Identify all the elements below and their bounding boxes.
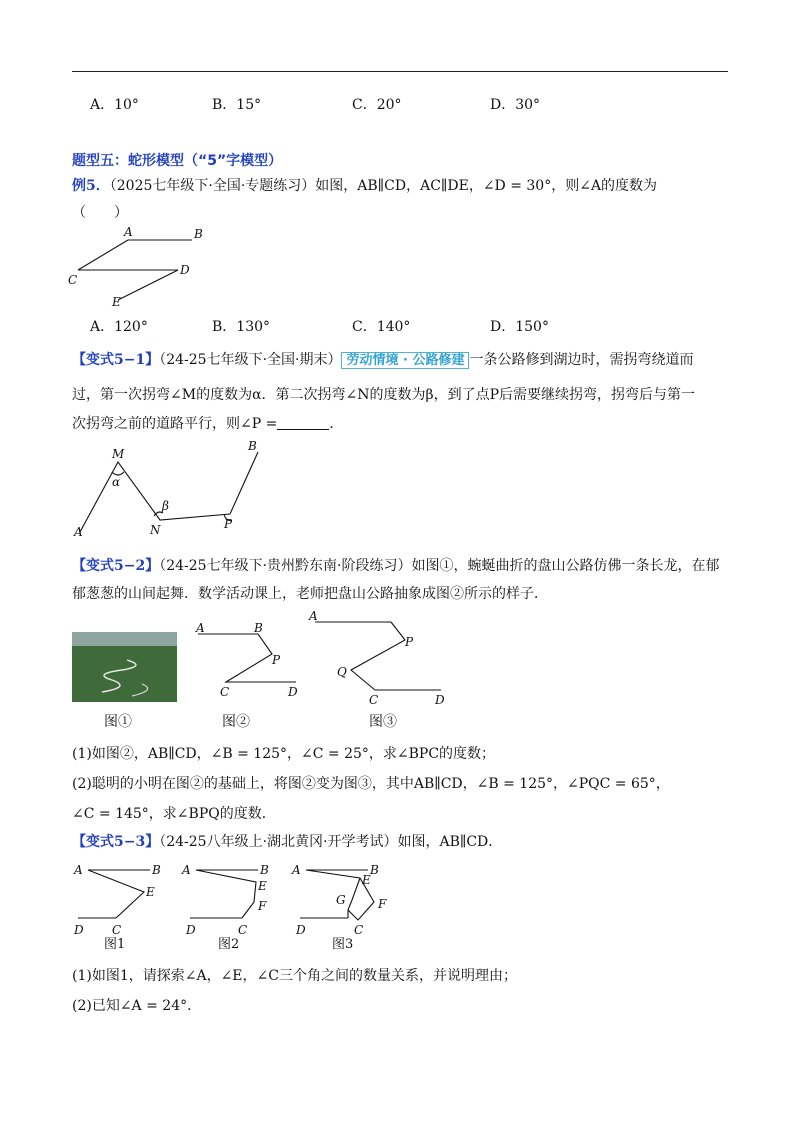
fig51-label-a: A <box>74 525 83 539</box>
variant52-figure2 <box>190 620 310 702</box>
variant52-q2a: (2)聪明的小明在图②的基础上，将图②变为图③，其中AB∥CD，∠B = 125°，∠PQC = 65°， <box>72 776 670 792</box>
example5-paren: （ ） <box>72 205 128 221</box>
variant51-text3: 次拐弯之前的道路平行，则∠P = <box>72 416 278 432</box>
variant52-line1 <box>72 556 719 576</box>
fig53-3-label-b: B <box>370 863 379 877</box>
fig53-2-label-b: B <box>260 863 269 877</box>
fig52-3-label-a: A <box>309 609 318 623</box>
example5-option-d: D．150° <box>490 319 549 335</box>
variant51-label: 【变式5−1】 <box>72 352 160 368</box>
fig53-2-label-f: F <box>258 899 267 913</box>
fig53-1-label-c: C <box>112 923 122 937</box>
fig52-3-label-p: P <box>405 635 414 649</box>
fig52-2-label-d: D <box>288 685 298 699</box>
variant53-q2: (2)已知∠A = 24°． <box>72 998 202 1014</box>
top-option-c: C．20° <box>352 97 402 113</box>
fig5-label-a: A <box>124 225 133 239</box>
fig53-2-caption: 图2 <box>218 937 240 950</box>
fig53-3-label-e: E <box>362 873 371 887</box>
variant51-text3-end: ． <box>329 416 344 432</box>
example5-option-a: A．120° <box>90 319 148 335</box>
fig53-2-label-e: E <box>258 879 267 893</box>
variant51-line2: 过，第一次拐弯∠M的度数为α．第二次拐弯∠N的度数为β，到了点P后需要继续拐弯，拐弯后与第一 <box>72 387 696 403</box>
fig53-1-label-d: D <box>74 923 84 937</box>
fig52-2-label-p: P <box>272 653 281 667</box>
example5-text: （2025七年级下·全国·专题练习）如图，AB∥CD，AC∥DE，∠D = 30°，则∠A的度数为 <box>109 178 658 194</box>
variant53-text: （24-25八年级上·湖北黄冈·开学考试）如图，AB∥CD． <box>159 834 503 850</box>
example5-label: 例5． <box>72 178 110 194</box>
example5-option-c: C．140° <box>352 319 411 335</box>
fig52-2-label-c: C <box>220 685 230 699</box>
fig53-2-label-d: D <box>186 923 196 937</box>
fig53-3-label-g: G <box>336 893 346 907</box>
fig52-2-label-b: B <box>254 621 263 635</box>
top-rule <box>72 71 728 72</box>
top-option-d: D．30° <box>490 97 541 113</box>
fig51-label-m: M <box>112 447 125 461</box>
example5-question <box>72 176 657 196</box>
variant51-source: （24-25七年级下·全国·期末） <box>159 352 342 368</box>
caption-fig1: 图① <box>104 714 132 730</box>
variant52-q1: (1)如图②，AB∥CD，∠B = 125°，∠C = 25°，求∠BPC的度数； <box>72 746 496 762</box>
fig53-1-caption: 图1 <box>104 937 126 950</box>
variant52-line2: 郁葱葱的山间起舞．数学活动课上，老师把盘山公路抽象成图②所示的样子． <box>72 586 548 602</box>
variant52-q2b: ∠C = 145°，求∠BPQ的度数． <box>72 806 276 822</box>
fig53-2-label-c: C <box>238 923 248 937</box>
fig52-3-label-q: Q <box>337 665 347 679</box>
top-option-b: B．15° <box>212 97 262 113</box>
section-title: 题型五：蛇形模型（“5”字模型） <box>72 153 283 169</box>
fig53-2-label-a: A <box>182 863 191 877</box>
fig51-label-alpha: α <box>112 475 121 489</box>
fig52-2-label-a: A <box>196 621 205 635</box>
fig51-label-beta: β <box>162 499 169 513</box>
variant51-line3 <box>72 414 343 434</box>
fig53-1-label-b: B <box>152 863 161 877</box>
variant53-figure2 <box>178 858 278 950</box>
fig52-3-label-c: C <box>369 693 379 707</box>
variant51-tag: 劳动情境 · 公路修建 <box>341 352 469 369</box>
caption-fig3: 图③ <box>369 714 397 730</box>
fig5-label-c: C <box>68 273 78 287</box>
fig5-label-d: D <box>180 263 190 277</box>
variant53-figure3 <box>290 858 410 950</box>
fig53-3-caption: 图3 <box>332 937 354 950</box>
variant52-text1: （24-25七年级下·贵州黔东南·阶段练习）如图①，蜿蜒曲折的盘山公路仿佛一条长龙，在郁 <box>159 558 720 574</box>
variant52-figure3 <box>305 604 465 708</box>
fig53-1-label-a: A <box>74 863 83 877</box>
fig53-3-label-c: C <box>354 923 364 937</box>
fig53-1-label-e: E <box>146 885 155 899</box>
example5-option-b: B．130° <box>212 319 271 335</box>
fig51-label-n: N <box>150 523 161 537</box>
fig53-3-label-f: F <box>378 897 387 911</box>
variant53-label: 【变式5−3】 <box>72 834 160 850</box>
variant53-q1: (1)如图1，请探索∠A，∠E，∠C三个角之间的数量关系，并说明理由； <box>72 968 517 984</box>
variant51-text1: 一条公路修到湖边时，需拐弯绕道而 <box>469 352 694 368</box>
fig53-3-label-a: A <box>292 863 301 877</box>
variant53-figure1 <box>68 858 168 950</box>
mountain-road-photo <box>72 632 177 702</box>
fig5-label-b: B <box>194 227 203 241</box>
variant52-label: 【变式5−2】 <box>72 558 160 574</box>
variant53-line1 <box>72 832 502 852</box>
variant51-line1 <box>72 350 693 370</box>
fig5-label-e: E <box>112 295 121 309</box>
top-option-a: A．10° <box>90 97 139 113</box>
variant51-figure <box>62 440 282 540</box>
fig52-3-label-d: D <box>435 693 445 707</box>
answer-blank <box>277 415 329 430</box>
fig53-3-label-d: D <box>296 923 306 937</box>
caption-fig2: 图② <box>222 714 250 730</box>
example5-figure <box>60 222 260 318</box>
fig51-label-b: B <box>248 440 257 453</box>
fig51-label-p: P <box>224 517 233 531</box>
